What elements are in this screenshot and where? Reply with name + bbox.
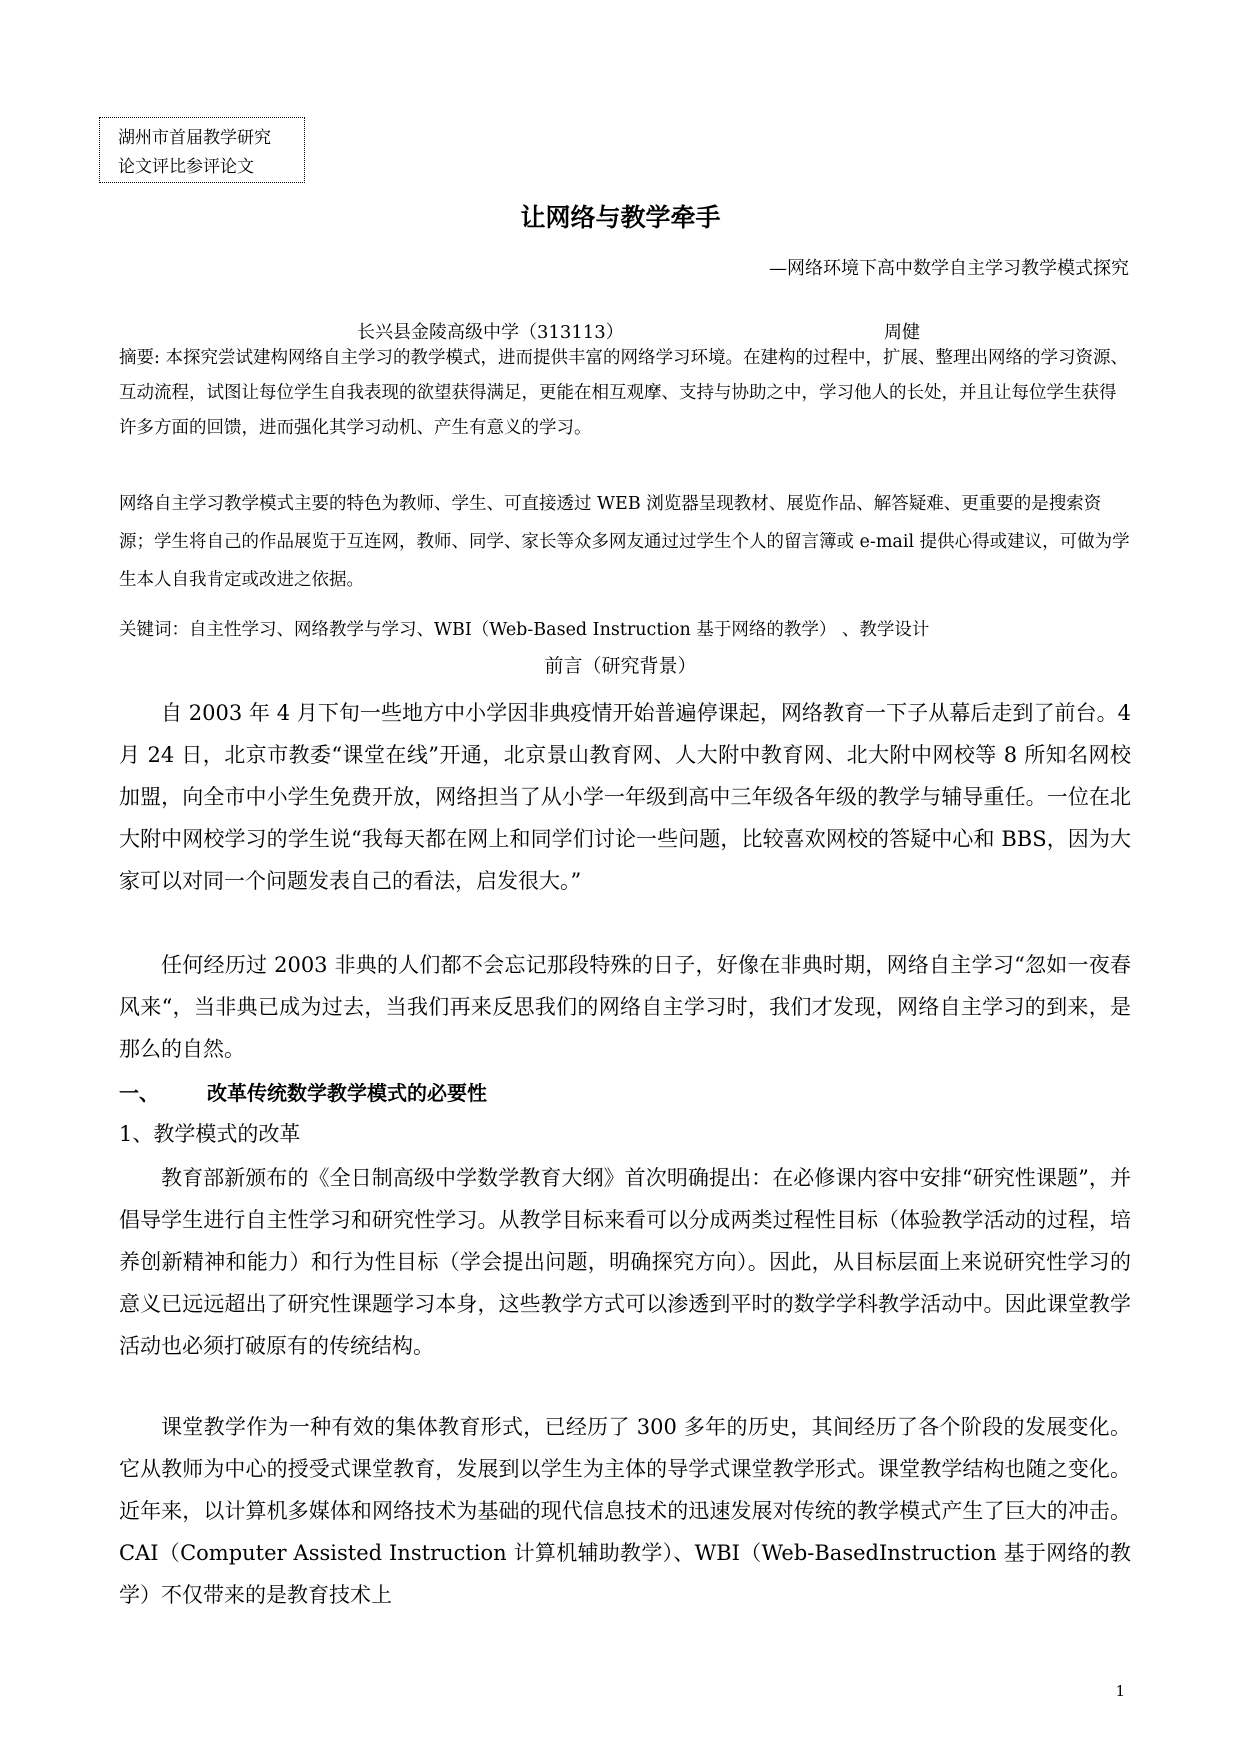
- badge-line-1: 湖州市首届教学研究: [118, 128, 271, 148]
- subsection-heading: 1、教学模式的改革: [119, 1122, 301, 1146]
- paper-title: 让网络与教学牵手: [520, 203, 721, 232]
- body-paragraph-2: 课堂教学作为一种有效的集体教育形式，已经历了 300 多年的历史，其间经历了各个阶段的发展变化。它从教师为中心的授受式课堂教育，发展到以学生为主体的导学式课堂教学形式。课堂教学结构也随之变化。近年来，以计算机多媒体和网络技术为基础的现代信息技术的迅速发展对传统的教学模式产生了巨大的冲击。CAI（Computer Assisted Instruction 计算机辅助教学）、WBI（Web-BasedInstruction 基于网络的教学）不仅带来的是教育技术上: [119, 1415, 1131, 1607]
- section-heading: [119, 1077, 487, 1106]
- author-school: 长兴县金陵高级中学（313113）: [357, 322, 624, 343]
- author-name: 周健: [884, 322, 920, 343]
- paper-subtitle: —网络环境下高中数学自主学习教学模式探究: [769, 258, 1129, 279]
- body-paragraph-1: 教育部新颁布的《全日制高级中学数学教育大纲》首次明确提出：在必修课内容中安排“研究性课题”，并倡导学生进行自主性学习和研究性学习。从教学目标来看可以分成两类过程性目标（体验教学活动的过程，培养创新精神和能力）和行为性目标（学会提出问题，明确探究方向）。因此，从目标层面上来说研究性学习的意义已远远超出了研究性课题学习本身，这些教学方式可以渗透到平时的数学学科教学活动中。因此课堂教学活动也必须打破原有的传统结构。: [119, 1166, 1131, 1358]
- preface-paragraph-1: 自 2003 年 4 月下旬一些地方中小学因非典疫情开始普遍停课起，网络教育一下子从幕后走到了前台。4 月 24 日，北京市教委“课堂在线”开通，北京景山教育网、人大附中教育网、北大附中网校等 8 所知名网校加盟，向全市中小学生免费开放，网络担当了从小学一年级到高中三年级各年级的教学与辅导重任。一位在北大附中网校学习的学生说“我每天都在网上和同学们讨论一些问题，比较喜欢网校的答疑中心和 BBS，因为大家可以对同一个问题发表自己的看法，启发很大。”: [119, 701, 1131, 893]
- section-title: 改革传统数学教学模式的必要性: [207, 1081, 487, 1105]
- abstract-paragraph-2: 网络自主学习教学模式主要的特色为教师、学生、可直接透过 WEB 浏览器呈现教材、展览作品、解答疑难、更重要的是搜索资源；学生将自己的作品展览于互连网，教师、同学、家长等众多网友通过过学生个人的留言簿或 e-mail 提供心得或建议，可做为学生本人自我肯定或改进之依据。: [119, 494, 1130, 590]
- preface-heading: 前言（研究背景）: [544, 655, 697, 677]
- preface-paragraph-2: 任何经历过 2003 非典的人们都不会忘记那段特殊的日子，好像在非典时期，网络自主学习“忽如一夜春风来“，当非典已成为过去，当我们再来反思我们的网络自主学习时，我们才发现，网络自主学习的到来，是那么的自然。: [119, 953, 1131, 1061]
- competition-badge: [99, 117, 305, 183]
- abstract-paragraph-1: 摘要: 本探究尝试建构网络自主学习的教学模式，进而提供丰富的网络学习环境。在建构的过程中，扩展、整理出网络的学习资源、互动流程，试图让每位学生自我表现的欲望获得满足，更能在相互观摩、支持与协助之中，学习他人的长处，并且让每位学生获得许多方面的回馈，进而强化其学习动机、产生有意义的学习。: [119, 348, 1128, 438]
- section-number: 一、: [119, 1081, 159, 1105]
- keywords: 关键词：自主性学习、网络教学与学习、WBI（Web-Based Instruction 基于网络的教学） 、教学设计: [119, 620, 930, 640]
- badge-line-2: 论文评比参评论文: [118, 157, 254, 177]
- page-number: 1: [1115, 1682, 1125, 1700]
